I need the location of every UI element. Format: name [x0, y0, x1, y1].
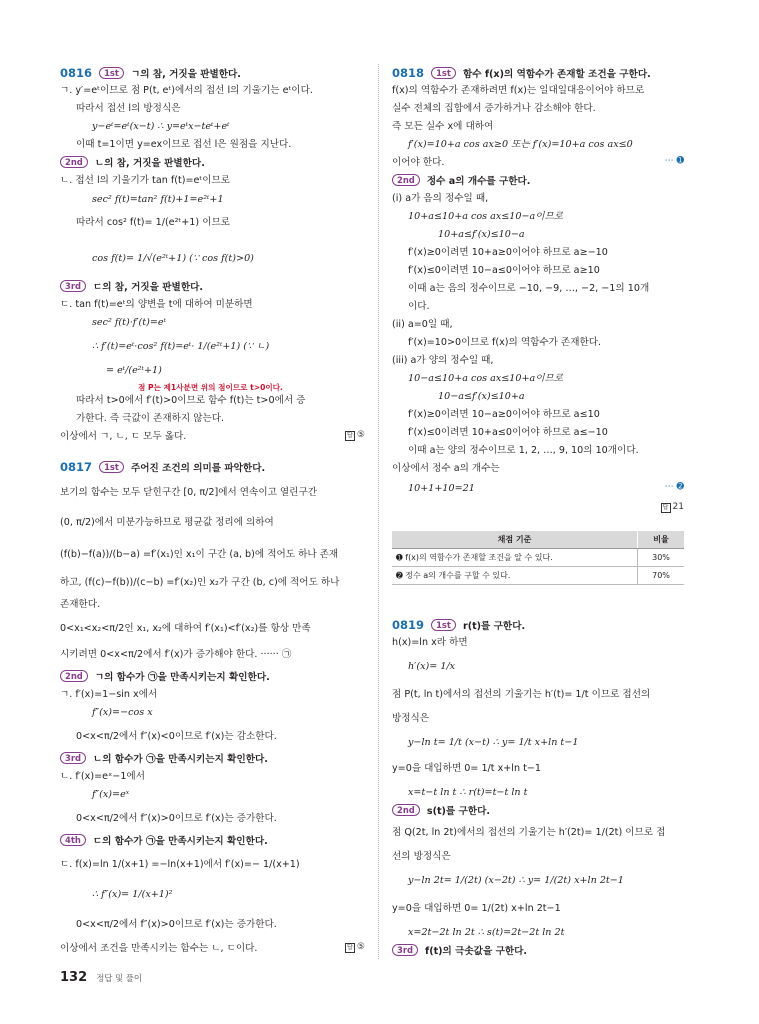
- step-heading: ㄱ의 참, 거짓을 판별한다.: [130, 69, 241, 80]
- math-line: 10−a≤f′(x)≤10+a: [438, 391, 525, 402]
- text-line: ㄴ. 접선 l의 기울기가 tan f(t)=eᵗ이므로: [60, 175, 231, 186]
- math-line: y−ln 2t= 1/(2t) (x−2t) ∴ y= 1/(2t) x+ln 2t−1: [408, 875, 624, 886]
- step-heading: s(t)를 구한다.: [426, 806, 490, 817]
- math-line: 10+a≤10+a cos ax≤10−a이므로: [408, 211, 564, 222]
- text-line: (f(b)−f(a))/(b−a) =f′(x₁)인 x₁이 구간 (a, b)에 적어도 하나 존재: [60, 549, 339, 560]
- step-heading: 함수 f(x)의 역함수가 존재할 조건을 구한다.: [462, 69, 651, 80]
- answer-value: ⑤: [356, 430, 365, 440]
- text-line: 이상에서 정수 a의 개수는: [392, 463, 500, 474]
- step-heading: ㄱ의 함수가 ㉠을 만족시키는지 확인한다.: [94, 672, 270, 683]
- step-3-heading: [60, 280, 203, 295]
- text-line: (i) a가 음의 정수일 때,: [392, 193, 489, 204]
- problem-0816-header: [60, 66, 241, 82]
- step-tag: 1st: [431, 619, 456, 631]
- math-line: f′(x)=10+a cos ax≥0 또는 f′(x)=10+a cos ax≤0: [408, 139, 633, 150]
- math-line: sec² f(t)=tan² f(t)+1=e²ᵗ+1: [92, 194, 224, 205]
- text-line: 이때 a는 음의 정수이므로 −10, −9, …, −2, −1의 10개: [408, 283, 650, 294]
- text-line: (ii) a=0일 때,: [392, 319, 453, 330]
- page-footer: [60, 970, 142, 985]
- problem-0819-header: [392, 618, 525, 634]
- step-4-heading: [60, 834, 268, 849]
- math-line: 10+1+10=21: [408, 483, 475, 494]
- step-2-heading: [392, 174, 530, 189]
- table-header: 채점 기준: [392, 531, 638, 549]
- text-line: 0<x<π/2에서 f″(x)>0이므로 f′(x)는 증가한다.: [76, 813, 277, 824]
- text-line: 0<x<π/2에서 f″(x)>0이므로 f′(x)는 증가한다.: [76, 919, 277, 930]
- text-line: (iii) a가 양의 정수일 때,: [392, 355, 494, 366]
- step-tag: 3rd: [392, 944, 418, 956]
- step-tag: 2nd: [392, 174, 420, 186]
- text-line: 이다.: [408, 301, 430, 312]
- text-line: 0<x<π/2에서 f″(x)<0이므로 f′(x)는 감소한다.: [76, 731, 277, 742]
- answer-value: 21: [672, 502, 684, 512]
- math-line: y−ln t= 1/t (x−t) ∴ y= 1/t x+ln t−1: [408, 737, 579, 748]
- step-heading: ㄴ의 함수가 ㉠을 만족시키는지 확인한다.: [93, 754, 268, 765]
- criteria-marker-2: ⋯ ➋: [664, 482, 684, 492]
- step-2-heading: [60, 670, 270, 685]
- math-line: x=2t−2t ln 2t ∴ s(t)=2t−2t ln 2t: [408, 927, 565, 938]
- text-line: 선의 방정식은: [392, 851, 451, 862]
- step-tag: 1st: [431, 67, 456, 79]
- step-2-heading: [392, 804, 490, 819]
- table-row: [392, 549, 684, 567]
- math-line: 10−a≤10+a cos ax≤10+a이므로: [408, 373, 564, 384]
- text-line: y=0을 대입하면 0= 1/(2t) x+ln 2t−1: [392, 903, 561, 914]
- table-row: [392, 567, 684, 585]
- text-line: f(x)의 역함수가 존재하려면 f(x)는 일대일대응이어야 하므로: [392, 85, 645, 96]
- table-cell: ➊ f(x)의 역함수가 존재할 조건을 알 수 있다.: [392, 549, 638, 567]
- math-line: = eᵗ/(e²ᵗ+1): [106, 365, 162, 376]
- step-heading: 주어진 조건의 의미를 파악한다.: [130, 463, 266, 474]
- text-line: 이상에서 조건을 만족시키는 함수는 ㄴ, ㄷ이다.: [60, 943, 258, 954]
- text-line: 실수 전체의 집합에서 증가하거나 감소해야 한다.: [392, 103, 596, 114]
- annotation-note: 점 P는 제1사분면 위의 점이므로 t>0이다.: [138, 383, 283, 392]
- step-2-heading: [60, 156, 205, 171]
- text-line: 시키려면 0<x<π/2에서 f′(x)가 증가해야 한다. ······ ㉠: [60, 649, 292, 660]
- table-cell: 30%: [638, 549, 685, 567]
- page-number: 132: [60, 970, 88, 985]
- step-tag: 2nd: [392, 804, 420, 816]
- text-line: 따라서 t>0에서 f′(t)>0이므로 함수 f(t)는 t>0에서 증: [76, 395, 306, 406]
- table-cell: ➋ 정수 a의 개수를 구할 수 있다.: [392, 567, 638, 585]
- step-heading: ㄷ의 참, 거짓을 판별한다.: [93, 282, 203, 293]
- step-heading: r(t)를 구한다.: [462, 621, 526, 632]
- text-line: 따라서 접선 l의 방정식은: [76, 103, 181, 114]
- table-header-row: [392, 531, 684, 549]
- text-line: 따라서 cos² f(t)= 1/(e²ᵗ+1) 이므로: [76, 217, 230, 228]
- answer-box-icon: 답: [345, 431, 355, 441]
- answer-mark: [345, 430, 365, 441]
- step-tag: 4th: [60, 834, 86, 846]
- text-line: f′(x)≥0이려면 10+a≥0이어야 하므로 a≥−10: [408, 247, 608, 258]
- text-line: 보기의 함수는 모두 닫힌구간 [0, π/2]에서 연속이고 열린구간: [60, 487, 317, 498]
- footer-title: 정답 및 풀이: [96, 973, 142, 983]
- math-line: f″(x)=−cos x: [92, 707, 153, 718]
- table-cell: 70%: [638, 567, 685, 585]
- text-line: f′(x)≤0이려면 10+a≤0이어야 하므로 a≤−10: [408, 427, 608, 438]
- text-line: 0<x₁<x₂<π/2인 x₁, x₂에 대하여 f′(x₁)<f′(x₂)를 항상 만족: [60, 623, 311, 634]
- text-line: 방정식은: [392, 713, 430, 724]
- step-tag: 3rd: [60, 280, 86, 292]
- scoring-table: [392, 531, 684, 585]
- math-line: ∴ f″(x)= 1/(x+1)²: [92, 889, 173, 900]
- answer-mark: [345, 942, 365, 953]
- math-line: f″(x)=eˣ: [92, 789, 130, 800]
- text-line: ㄱ. y′=eᵗ이므로 점 P(t, eᵗ)에서의 접선 l의 기울기는 eᵗ이다.: [60, 85, 313, 96]
- step-tag: 2nd: [60, 670, 88, 682]
- step-heading: f(t)의 극솟값을 구한다.: [425, 946, 528, 957]
- math-line: 10+a≤f′(x)≤10−a: [438, 229, 525, 240]
- step-tag: 1st: [99, 461, 124, 473]
- text-line: 이때 a는 양의 정수이므로 1, 2, …, 9, 10의 10개이다.: [408, 445, 639, 456]
- text-line: f′(x)=10>0이므로 f(x)의 역함수가 존재한다.: [408, 337, 602, 348]
- math-line: h′(x)= 1/x: [408, 661, 456, 672]
- text-line: f′(x)≥0이려면 10−a≥0이어야 하므로 a≤10: [408, 409, 600, 420]
- text-line: ㄴ. f′(x)=eˣ−1에서: [60, 771, 145, 782]
- math-line: x=t−t ln t ∴ r(t)=t−t ln t: [408, 787, 528, 798]
- answer-box-icon: 답: [661, 503, 671, 513]
- step-3-heading: [60, 752, 268, 767]
- problem-number: 0819: [392, 618, 425, 632]
- criteria-marker-1: ⋯ ➊: [664, 156, 684, 166]
- text-line: 즉 모든 실수 x에 대하여: [392, 121, 494, 132]
- text-line: h(x)=ln x라 하면: [392, 637, 468, 648]
- text-line: 점 P(t, ln t)에서의 접선의 기울기는 h′(t)= 1/t 이므로 접선의: [392, 689, 651, 700]
- step-heading: ㄴ의 참, 거짓을 판별한다.: [94, 158, 205, 169]
- text-line: 이때 t=1이면 y=ex이므로 접선 l은 원점을 지난다.: [76, 139, 292, 150]
- problem-0817-header: [60, 460, 265, 476]
- step-tag: 2nd: [60, 156, 88, 168]
- table-header: 비율: [638, 531, 685, 549]
- math-line: sec² f(t)·f′(t)=eᵗ: [92, 317, 166, 328]
- text-line: 존재한다.: [60, 599, 101, 610]
- math-line: ∴ f′(t)=eᵗ·cos² f(t)=eᵗ· 1/(e²ᵗ+1) (∵ ㄴ): [92, 341, 270, 352]
- text-line: 이상에서 ㄱ, ㄴ, ㄷ 모두 옳다.: [60, 431, 187, 442]
- answer-mark: [661, 502, 684, 513]
- problem-number: 0816: [60, 66, 93, 80]
- math-line: y−eᵗ=eᵗ(x−t) ∴ y=eᵗx−teᵗ+eᵗ: [92, 121, 230, 132]
- text-line: (0, π/2)에서 미분가능하므로 평균값 정리에 의하여: [60, 517, 274, 528]
- text-line: ㄷ. f(x)=ln 1/(x+1) =−ln(x+1)에서 f′(x)=− 1/(x+1): [60, 859, 300, 870]
- text-line: y=0을 대입하면 0= 1/t x+ln t−1: [392, 763, 542, 774]
- step-heading: 정수 a의 개수를 구한다.: [426, 176, 531, 187]
- text-line: ㄱ. f′(x)=1−sin x에서: [60, 689, 158, 700]
- text-line: 가한다. 즉 극값이 존재하지 않는다.: [76, 413, 225, 424]
- text-line: 하고, (f(c)−f(b))/(c−b) =f′(x₂)인 x₂가 구간 (b, c)에 적어도 하나: [60, 577, 340, 588]
- step-tag: 1st: [99, 67, 124, 79]
- text-line: ㄷ. tan f(t)=eᵗ의 양변을 t에 대하여 미분하면: [60, 299, 253, 310]
- text-line: f′(x)≤0이려면 10−a≤0이어야 하므로 a≥10: [408, 265, 600, 276]
- answer-box-icon: 답: [345, 943, 355, 953]
- answer-value: ⑤: [356, 942, 365, 952]
- problem-number: 0817: [60, 460, 93, 474]
- step-heading: ㄷ의 함수가 ㉠을 만족시키는지 확인한다.: [92, 836, 268, 847]
- math-line: cos f(t)= 1/√(e²ᵗ+1) (∵ cos f(t)>0): [92, 253, 254, 264]
- text-line: 점 Q(2t, ln 2t)에서의 접선의 기울기는 h′(2t)= 1/(2t) 이므로 접: [392, 827, 666, 838]
- step-3-heading: [392, 944, 527, 959]
- problem-0818-header: [392, 66, 651, 82]
- text-line: 이어야 한다.: [392, 157, 445, 168]
- problem-number: 0818: [392, 66, 425, 80]
- step-tag: 3rd: [60, 752, 86, 764]
- column-divider: [378, 64, 379, 959]
